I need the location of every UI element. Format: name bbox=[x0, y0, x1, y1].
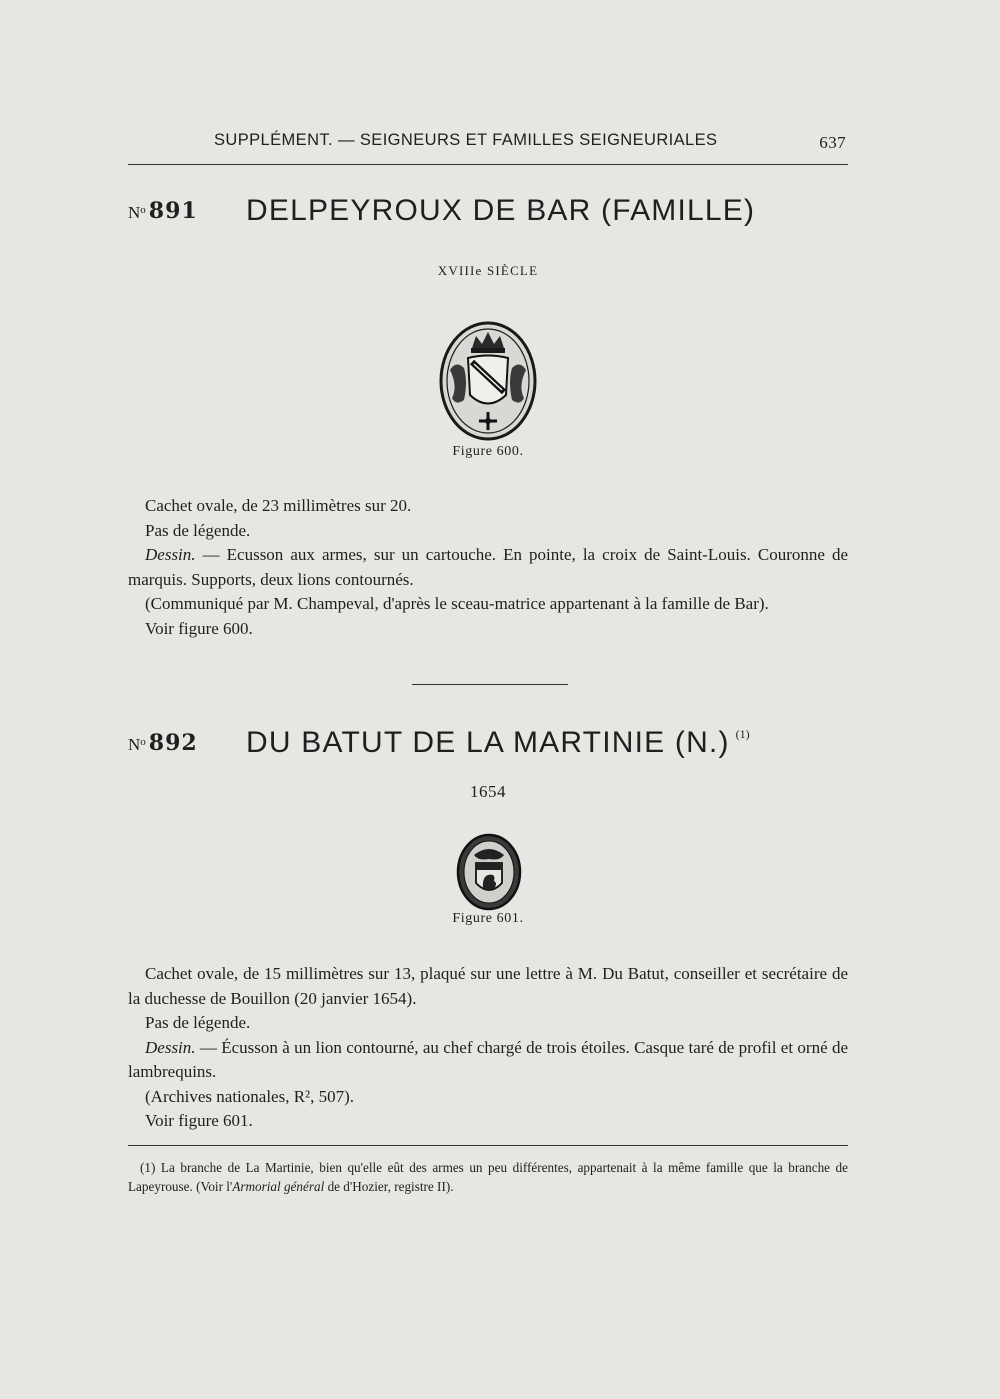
header-rule bbox=[128, 164, 848, 165]
paragraph: Dessin. — Écusson à un lion contourné, au chef chargé de trois étoiles. Casque taré de profil et orné de lambrequins. bbox=[128, 1037, 849, 1081]
footnote: (1) La branche de La Martinie, bien qu'elle eût des armes un peu différentes, appartenait à la même famille que la branche de Lapeyrouse. (Voir l'Armorial général de d'Hozier, registre II). bbox=[128, 1160, 849, 1194]
entry-title: DU BATUT DE LA MARTINIE (N.) $^{(1)}$ bbox=[246, 726, 750, 759]
entry-title: DELPEYROUX DE BAR (FAMILLE) bbox=[246, 194, 756, 227]
entry-891-heading bbox=[128, 190, 848, 230]
figure-600-caption: Figure 600. bbox=[452, 444, 524, 459]
paragraph: Voir figure 600. bbox=[145, 618, 253, 638]
page-number: 637 bbox=[819, 133, 846, 152]
entry-891-body bbox=[128, 494, 848, 641]
running-head-title: SUPPLÉMENT. — SEIGNEURS ET FAMILLES SEIGNEURIALES bbox=[214, 131, 718, 149]
entry-number: $N^o$ 892 bbox=[128, 730, 198, 756]
paragraph: Dessin. — Ecusson aux armes, sur un cartouche. En pointe, la croix de Saint-Louis. Couronne de marquis. Supports, deux lions contournés. bbox=[128, 545, 849, 589]
figure-601-caption: Figure 601. bbox=[452, 911, 524, 926]
seal-601-image bbox=[456, 833, 522, 911]
paragraph: Pas de légende. bbox=[145, 1013, 251, 1032]
paragraph: (Communiqué par M. Champeval, d'après le sceau-matrice appartenant à la famille de Bar). bbox=[145, 594, 769, 613]
paragraph: Cachet ovale, de 15 millimètres sur 13, plaqué sur une lettre à M. Du Batut, conseiller et secrétaire de la duchesse de Bouillon (20 janvier 1654). bbox=[128, 964, 848, 1008]
entry-892-heading bbox=[128, 722, 848, 762]
paragraph: Cachet ovale, de 23 millimètres sur 20. bbox=[145, 496, 412, 515]
footnote-mark: (1) bbox=[735, 727, 750, 741]
paragraph: Pas de légende. bbox=[145, 520, 251, 540]
entry-892-date: 1654 bbox=[470, 782, 506, 801]
entry-892-body bbox=[128, 962, 848, 1134]
paragraph: (Archives nationales, R², 507). bbox=[145, 1086, 355, 1106]
footnote-rule bbox=[128, 1145, 848, 1146]
running-head bbox=[128, 131, 848, 153]
entry-891-date: XVIIIe SIÈCLE bbox=[437, 263, 539, 278]
section-separator bbox=[412, 684, 568, 685]
seal-600-image bbox=[438, 320, 538, 442]
entry-number: $N^o$ 891 bbox=[128, 198, 198, 224]
paragraph: Voir figure 601. bbox=[145, 1111, 253, 1130]
